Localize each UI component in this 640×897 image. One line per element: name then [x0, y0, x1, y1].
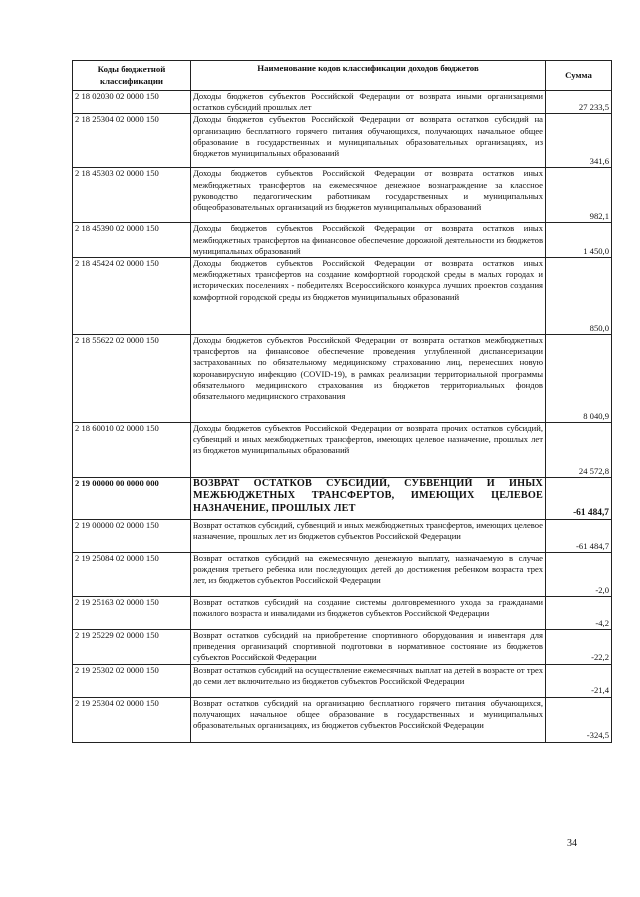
table-row [73, 697, 612, 742]
sum-cell: 850,0 [546, 258, 612, 335]
table-row [73, 597, 612, 630]
name-cell: Доходы бюджетов субъектов Российской Федерации от возврата остатков межбюджетных трансфертов на финансовое обеспечение проведения углубленной диспансеризации застрахованных по обязательному медицинскому страхованию лиц, перенесших новую коронавирусную инфекцию (COVID-19), в рамках реализации территориальной программы обязательного медицинского страхования из бюджетов территориальных фондов обязательного медицинского страхования [191, 335, 546, 423]
code-cell: 2 19 25084 02 0000 150 [73, 553, 191, 597]
code-cell: 2 18 25304 02 0000 150 [73, 114, 191, 168]
name-cell: Доходы бюджетов субъектов Российской Федерации от возврата остатков иных межбюджетных трансфертов на финансовое обеспечение дорожной деятельности из бюджетов муниципальных образований [191, 223, 546, 258]
table-row [73, 114, 612, 168]
code-cell: 2 18 45390 02 0000 150 [73, 223, 191, 258]
header-code: Коды бюджетной классификации [73, 61, 191, 91]
code-cell: 2 19 25304 02 0000 150 [73, 697, 191, 742]
name-cell: Возврат остатков субсидий на ежемесячную денежную выплату, назначаемую в случае рождения третьего ребенка или последующих детей до достижения ребенком возраста трех лет, из бюджетов субъектов Российской Федерации [191, 553, 546, 597]
code-cell: 2 18 45424 02 0000 150 [73, 258, 191, 335]
name-cell: Возврат остатков субсидий на организацию бесплатного горячего питания обучающихся, получающих начальное общее образование в государственных и муниципальных образовательных организациях, из бюджетов субъектов Российской Федерации [191, 697, 546, 742]
code-cell: 2 18 45303 02 0000 150 [73, 168, 191, 223]
table-row [73, 553, 612, 597]
name-cell: Доходы бюджетов субъектов Российской Федерации от возврата остатков иных межбюджетных трансфертов на ежемесячное денежное вознаграждение за классное руководство педагогическим работникам государственных и муниципальных общеобразовательных организаций из бюджетов муниципальных образований [191, 168, 546, 223]
table-row [73, 223, 612, 258]
code-cell: 2 18 60010 02 0000 150 [73, 423, 191, 478]
table-body [73, 91, 612, 743]
name-cell: Возврат остатков субсидий на осуществление ежемесячных выплат на детей в возрасте от трех до семи лет включительно из бюджетов субъектов Российской Федерации [191, 664, 546, 697]
sum-cell: -61 484,7 [546, 478, 612, 520]
name-cell: ВОЗВРАТ ОСТАТКОВ СУБСИДИЙ, СУБВЕНЦИЙ И ИНЫХ МЕЖБЮДЖЕТНЫХ ТРАНСФЕРТОВ, ИМЕЮЩИХ ЦЕЛЕВОЕ НАЗНАЧЕНИЕ, ПРОШЛЫХ ЛЕТ [191, 478, 546, 520]
header-sum: Сумма [546, 61, 612, 91]
code-cell: 2 19 25163 02 0000 150 [73, 597, 191, 630]
sum-cell: -324,5 [546, 697, 612, 742]
code-cell: 2 18 02030 02 0000 150 [73, 91, 191, 114]
code-cell: 2 19 00000 00 0000 000 [73, 478, 191, 520]
sum-cell: 24 572,8 [546, 423, 612, 478]
sum-cell: 1 450,0 [546, 223, 612, 258]
header-name: Наименование кодов классификации доходов бюджетов [191, 61, 546, 91]
table-row [73, 258, 612, 335]
sum-cell: -4,2 [546, 597, 612, 630]
table-row [73, 168, 612, 223]
table-row [73, 478, 612, 520]
code-cell: 2 19 25302 02 0000 150 [73, 664, 191, 697]
table-row [73, 91, 612, 114]
name-cell: Доходы бюджетов субъектов Российской Федерации от возврата остатков субсидий на организацию бесплатного горячего питания обучающихся, получающих начальное общее образование в государственных и муниципальных образовательных организациях, из бюджетов муниципальных образований [191, 114, 546, 168]
table-row [73, 335, 612, 423]
name-cell: Доходы бюджетов субъектов Российской Федерации от возврата иными организациями остатков субсидий прошлых лет [191, 91, 546, 114]
sum-cell: -22,2 [546, 630, 612, 665]
revenue-classification-table [72, 60, 612, 743]
sum-cell: 341,6 [546, 114, 612, 168]
page-number: 34 [567, 838, 577, 849]
table-row [73, 630, 612, 665]
table-header-row [73, 61, 612, 91]
name-cell: Возврат остатков субсидий на приобретение спортивного оборудования и инвентаря для приведения организаций спортивной подготовки в нормативное состояние из бюджетов субъектов Российской Федерации [191, 630, 546, 665]
code-cell: 2 19 25229 02 0000 150 [73, 630, 191, 665]
revenue-classification-table-container [72, 60, 611, 743]
sum-cell: 27 233,5 [546, 91, 612, 114]
sum-cell: -2,0 [546, 553, 612, 597]
sum-cell: -21,4 [546, 664, 612, 697]
code-cell: 2 18 55622 02 0000 150 [73, 335, 191, 423]
sum-cell: 8 040,9 [546, 335, 612, 423]
code-cell: 2 19 00000 02 0000 150 [73, 520, 191, 553]
name-cell: Доходы бюджетов субъектов Российской Федерации от возврата прочих остатков субсидий, субвенций и иных межбюджетных трансфертов, имеющих целевое назначение, прошлых лет из бюджетов муниципальных образований [191, 423, 546, 478]
table-row [73, 520, 612, 553]
name-cell: Возврат остатков субсидий, субвенций и иных межбюджетных трансфертов, имеющих целевое назначение, прошлых лет из бюджетов субъектов Российской Федерации [191, 520, 546, 553]
sum-cell: 982,1 [546, 168, 612, 223]
table-row [73, 664, 612, 697]
table-row [73, 423, 612, 478]
name-cell: Доходы бюджетов субъектов Российской Федерации от возврата остатков иных межбюджетных трансфертов на создание комфортной городской среды в малых городах и исторических поселениях - победителях Всероссийского конкурса лучших проектов создания комфортной городской среды из бюджетов муниципальных образований [191, 258, 546, 335]
name-cell: Возврат остатков субсидий на создание системы долговременного ухода за гражданами пожилого возраста и инвалидами из бюджетов субъектов Российской Федерации [191, 597, 546, 630]
sum-cell: -61 484,7 [546, 520, 612, 553]
